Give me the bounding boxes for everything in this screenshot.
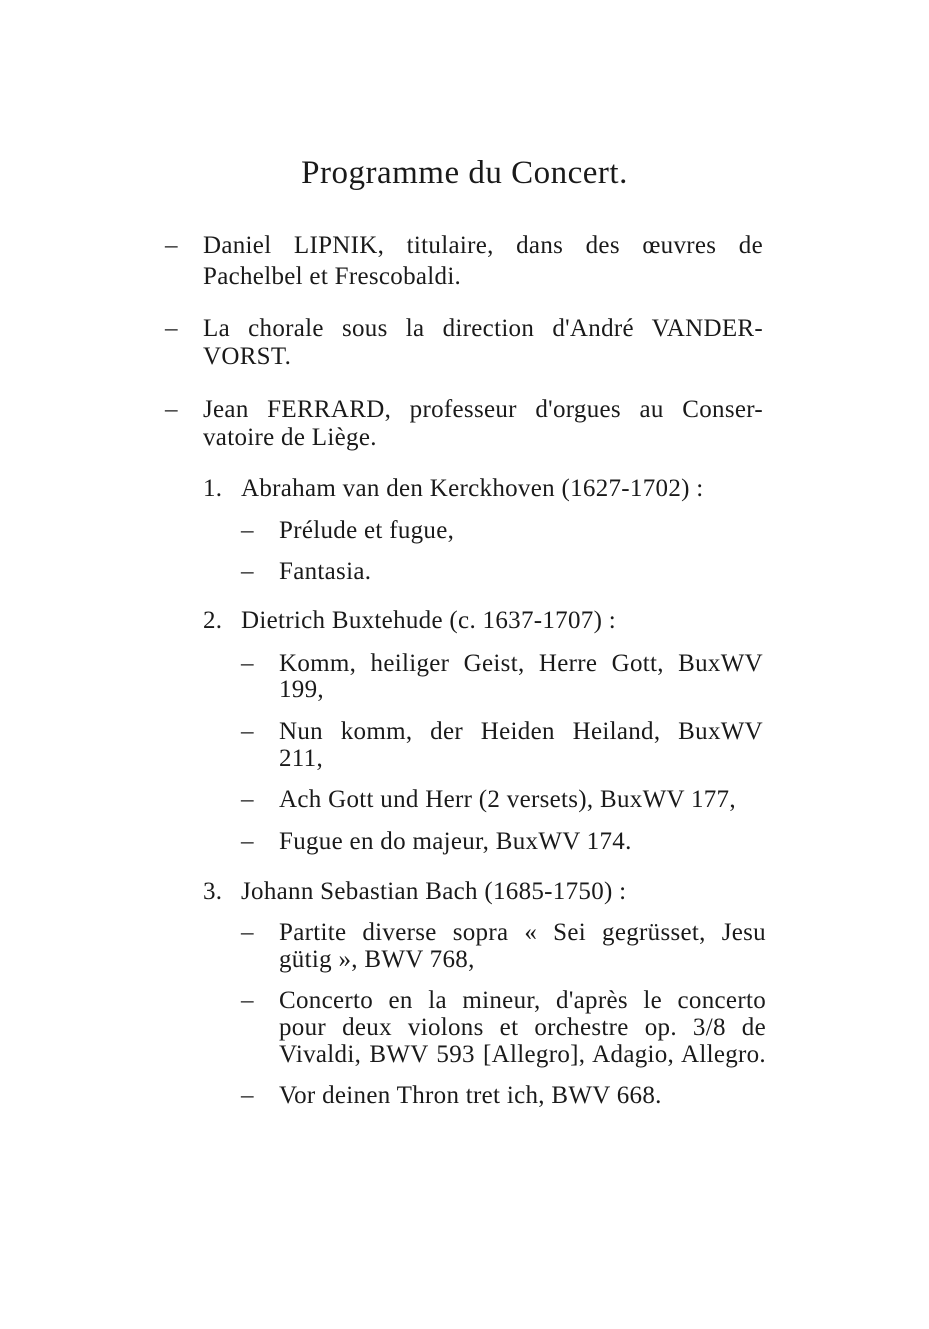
list-dash: –	[241, 558, 254, 585]
work-line: 199,	[279, 676, 324, 703]
work-line: Vivaldi, BWV 593 [Allegro], Adagio, Allegro.	[279, 1041, 766, 1068]
work-line: Concerto en la mineur, d'après le concerto	[279, 987, 766, 1014]
work-line: 211,	[279, 745, 324, 772]
work-line: Komm, heiliger Geist, Herre Gott, BuxWV	[279, 650, 763, 677]
work-line: Prélude et fugue,	[279, 517, 455, 544]
work-line: Fugue en do majeur, BuxWV 174.	[279, 828, 632, 855]
list-dash: –	[241, 987, 254, 1014]
page-title: Programme du Concert.	[301, 155, 628, 191]
list-dash: –	[165, 315, 178, 342]
list-dash: –	[241, 786, 254, 813]
composer-number: 1.	[203, 475, 223, 502]
list-dash: –	[241, 919, 254, 946]
list-dash: –	[241, 1082, 254, 1109]
work-line: Nun komm, der Heiden Heiland, BuxWV	[279, 718, 763, 745]
work-line: Partite diverse sopra « Sei gegrüsset, Jesu	[279, 919, 766, 946]
performer-line: Pachelbel et Frescobaldi.	[203, 263, 462, 290]
composer-number: 3.	[203, 878, 223, 905]
work-line: Ach Gott und Herr (2 versets), BuxWV 177,	[279, 786, 736, 813]
performer-line: Jean FERRARD, professeur d'orgues au Conser-	[203, 396, 763, 423]
work-line: Vor deinen Thron tret ich, BWV 668.	[279, 1082, 662, 1109]
composer-name: Johann Sebastian Bach (1685-1750) :	[241, 878, 627, 905]
list-dash: –	[165, 396, 178, 423]
composer-name: Abraham van den Kerckhoven (1627-1702) :	[241, 475, 704, 502]
composer-number: 2.	[203, 607, 223, 634]
performer-line: Daniel LIPNIK, titulaire, dans des œuvres de	[203, 232, 763, 259]
list-dash: –	[165, 232, 178, 259]
list-dash: –	[241, 650, 254, 677]
list-dash: –	[241, 517, 254, 544]
work-line: Fantasia.	[279, 558, 372, 585]
work-line: gütig », BWV 768,	[279, 946, 475, 973]
performer-line: vatoire de Liège.	[203, 424, 377, 451]
list-dash: –	[241, 828, 254, 855]
composer-name: Dietrich Buxtehude (c. 1637-1707) :	[241, 607, 616, 634]
performer-line: VORST.	[203, 343, 292, 370]
list-dash: –	[241, 718, 254, 745]
performer-line: La chorale sous la direction d'André VANDER-	[203, 315, 763, 342]
work-line: pour deux violons et orchestre op. 3/8 de	[279, 1014, 766, 1041]
